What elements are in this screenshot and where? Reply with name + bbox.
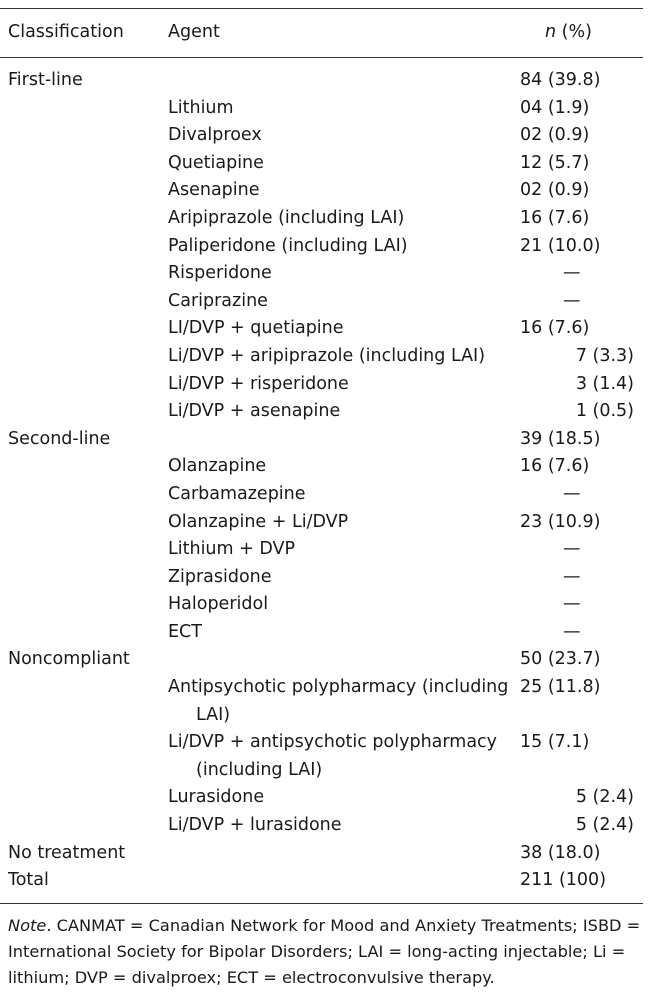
header-n-percent: [545, 20, 592, 44]
note-label: Note: [8, 916, 47, 935]
table-row: [0, 371, 643, 399]
table-row: [0, 95, 643, 123]
cell-agent: ECT: [168, 621, 202, 642]
cell-agent: Li/DVP + asenapine: [168, 401, 341, 422]
table-row: [0, 343, 643, 371]
cell-agent: Carbamazepine: [168, 483, 306, 504]
table-note: [8, 913, 644, 991]
table-row: [0, 784, 643, 812]
bottom-rule: [0, 903, 643, 904]
cell-agent: LI/DVP + quetiapine: [168, 318, 344, 339]
cell-classification: Total: [8, 870, 49, 891]
table-row: [0, 674, 643, 729]
table-row: [0, 177, 643, 205]
table-row: [0, 122, 643, 150]
cell-n-percent: —: [563, 621, 581, 642]
header-n-symbol: n: [545, 22, 557, 42]
table-row: [0, 150, 643, 178]
cell-n-percent: 02 (0.9): [520, 180, 590, 201]
table-row: [0, 729, 643, 784]
cell-n-percent: 16 (7.6): [520, 207, 590, 228]
cell-agent: Quetiapine: [168, 152, 264, 173]
cell-n-percent: 3 (1.4): [575, 373, 634, 394]
cell-n-percent: 16 (7.6): [520, 456, 590, 477]
cell-n-percent: 15 (7.1): [520, 732, 590, 753]
cell-n-percent: —: [563, 594, 581, 615]
table-row: [0, 591, 643, 619]
table-row: [0, 812, 643, 840]
cell-n-percent: 23 (10.9): [520, 511, 601, 532]
cell-classification: Second-line: [8, 428, 111, 449]
table-row: [0, 288, 643, 316]
cell-agent: Olanzapine + Li/DVP: [168, 511, 349, 532]
table-row: [0, 867, 643, 895]
table-row: [0, 233, 643, 261]
header-percent-label: (%): [556, 22, 592, 42]
cell-agent: Li/DVP + lurasidone: [168, 815, 342, 836]
cell-n-percent: —: [563, 483, 581, 504]
table-body: [0, 67, 643, 895]
cell-classification: Noncompliant: [8, 649, 130, 670]
cell-agent: Li/DVP + aripiprazole (including LAI): [168, 345, 486, 366]
cell-n-percent: 5 (2.4): [575, 787, 634, 808]
cell-agent: Cariprazine: [168, 290, 268, 311]
cell-n-percent: 04 (1.9): [520, 97, 590, 118]
header-agent: Agent: [168, 22, 220, 42]
cell-n-percent: —: [563, 566, 581, 587]
cell-n-percent: 7 (3.3): [575, 345, 634, 366]
cell-agent: Lithium + DVP: [168, 539, 296, 560]
cell-agent: Lithium: [168, 97, 234, 118]
cell-agent: Paliperidone (including LAI): [168, 235, 408, 256]
cell-n-percent: —: [563, 290, 581, 311]
table-row: [0, 646, 643, 674]
cell-agent: Olanzapine: [168, 456, 267, 477]
cell-agent: Divalproex: [168, 125, 262, 146]
cell-n-percent: 211 (100): [520, 870, 607, 891]
table-row: [0, 205, 643, 233]
cell-n-percent: 38 (18.0): [520, 842, 601, 863]
table-row: [0, 481, 643, 509]
cell-n-percent: 39 (18.5): [520, 428, 601, 449]
table-row: [0, 315, 643, 343]
cell-agent: Li/DVP + antipsychotic polypharmacy (including LAI): [168, 732, 498, 780]
cell-agent: Risperidone: [168, 263, 272, 284]
cell-classification: First-line: [8, 70, 83, 90]
cell-n-percent: 50 (23.7): [520, 649, 601, 670]
cell-n-percent: —: [563, 539, 581, 560]
cell-agent: Aripiprazole (including LAI): [168, 207, 405, 228]
cell-agent: Haloperidol: [168, 594, 269, 615]
cell-n-percent: 5 (2.4): [575, 815, 634, 836]
top-rule: [0, 8, 643, 9]
cell-agent: Lurasidone: [168, 787, 265, 808]
cell-n-percent: 25 (11.8): [520, 677, 601, 698]
header-rule: [0, 57, 643, 58]
table-row: [0, 67, 643, 95]
table-row: [0, 536, 643, 564]
cell-n-percent: 12 (5.7): [520, 152, 590, 173]
cell-n-percent: 84 (39.8): [520, 70, 601, 90]
table-row: [0, 398, 643, 426]
table-row: [0, 619, 643, 647]
table-row: [0, 509, 643, 537]
cell-agent: Antipsychotic polypharmacy (including LAI): [168, 677, 509, 725]
cell-agent: Li/DVP + risperidone: [168, 373, 349, 394]
cell-n-percent: 1 (0.5): [575, 401, 634, 422]
cell-n-percent: —: [563, 263, 581, 284]
cell-agent: Ziprasidone: [168, 566, 272, 587]
table-row: [0, 453, 643, 481]
table-row: [0, 426, 643, 454]
header-classification: Classification: [8, 22, 124, 42]
cell-n-percent: 02 (0.9): [520, 125, 590, 146]
cell-agent: Asenapine: [168, 180, 260, 201]
cell-n-percent: 16 (7.6): [520, 318, 590, 339]
table-row: [0, 260, 643, 288]
table-row: [0, 840, 643, 868]
table-row: [0, 564, 643, 592]
cell-n-percent: 21 (10.0): [520, 235, 601, 256]
note-text: . CANMAT = Canadian Network for Mood and Anxiety Treatments; ISBD = International Society for Bipolar Disorders; LAI = long-acting injectable; Li = lithium; DVP = divalproex; ECT = electroconvulsive therapy.: [8, 916, 641, 987]
cell-classification: No treatment: [8, 842, 126, 863]
